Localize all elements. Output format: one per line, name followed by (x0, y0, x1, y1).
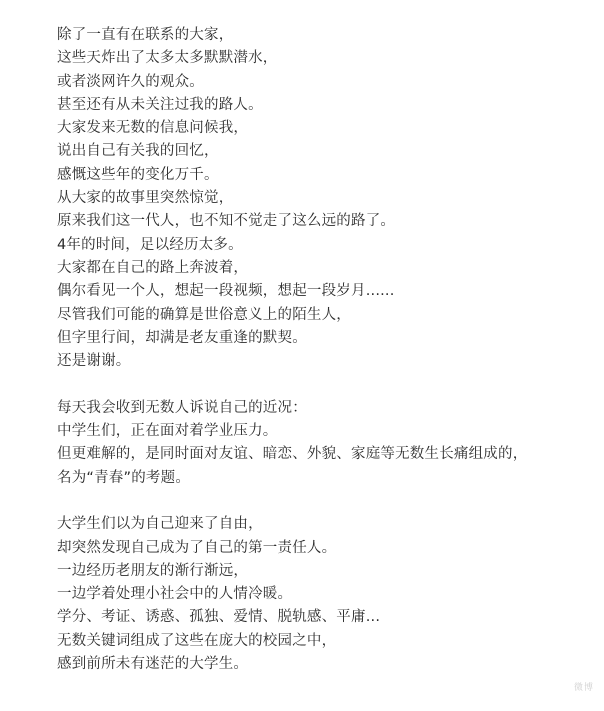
text-line: 感到前所未有迷茫的大学生。 (57, 656, 249, 673)
text-line: 但更难解的，是同时面对友谊、暗恋、外貌、家庭等无数生长痛组成的， (57, 446, 528, 463)
text-line: 中学生们，正在面对着学业压力。 (57, 423, 278, 440)
text-line: 每天我会收到无数人诉说自己的近况： (57, 399, 307, 416)
paragraph-spacer (57, 373, 587, 396)
text-line: 但字里行间，却满是老友重逢的默契。 (57, 329, 307, 346)
text-line: 甚至还有从未关注过我的路人。 (57, 96, 263, 113)
text-line: 还是谢谢。 (57, 353, 131, 370)
text-line: 却突然发现自己成为了自己的第一责任人。 (57, 539, 337, 556)
text-line: 说出自己有关我的回忆， (57, 143, 219, 160)
text-line: 名为“青春”的考题。 (57, 469, 191, 486)
text-line: 除了一直有在联系的大家， (57, 27, 234, 43)
text-line: 学分、考证、诱惑、孤独、爱情、脱轨感、平庸... (57, 609, 381, 626)
text-line: 一边经历老朋友的渐行渐远， (57, 562, 249, 579)
paragraph-1 (57, 24, 587, 373)
text-line: 或者淡网许久的观众。 (57, 73, 204, 90)
text-line: 原来我们这一代人，也不知不觉走了这么远的路了。 (57, 213, 396, 230)
text-line: 从大家的故事里突然惊觉， (57, 190, 234, 207)
paragraph-spacer (57, 490, 587, 513)
text-line: 一边学着处理小社会中的人情冷暖。 (57, 586, 293, 603)
paragraph-2 (57, 397, 587, 490)
text-line: 感慨这些年的变化万千。 (57, 166, 219, 183)
document-body (57, 24, 587, 676)
text-line: 4年的时间，足以经历太多。 (57, 236, 243, 253)
text-line: 这些天炸出了太多太多默默潜水， (57, 50, 278, 67)
text-line: 大家发来无数的信息问候我， (57, 120, 249, 137)
text-line: 偶尔看见一个人，想起一段视频，想起一段岁月...... (57, 283, 395, 300)
text-line: 无数关键词组成了这些在庞大的校园之中， (57, 632, 337, 649)
text-line: 大家都在自己的路上奔波着， (57, 259, 249, 276)
watermark: 微博 (573, 683, 594, 693)
text-line: 尽管我们可能的确算是世俗意义上的陌生人， (57, 306, 351, 323)
paragraph-3 (57, 513, 587, 676)
text-line: 大学生们以为自己迎来了自由， (57, 516, 263, 533)
